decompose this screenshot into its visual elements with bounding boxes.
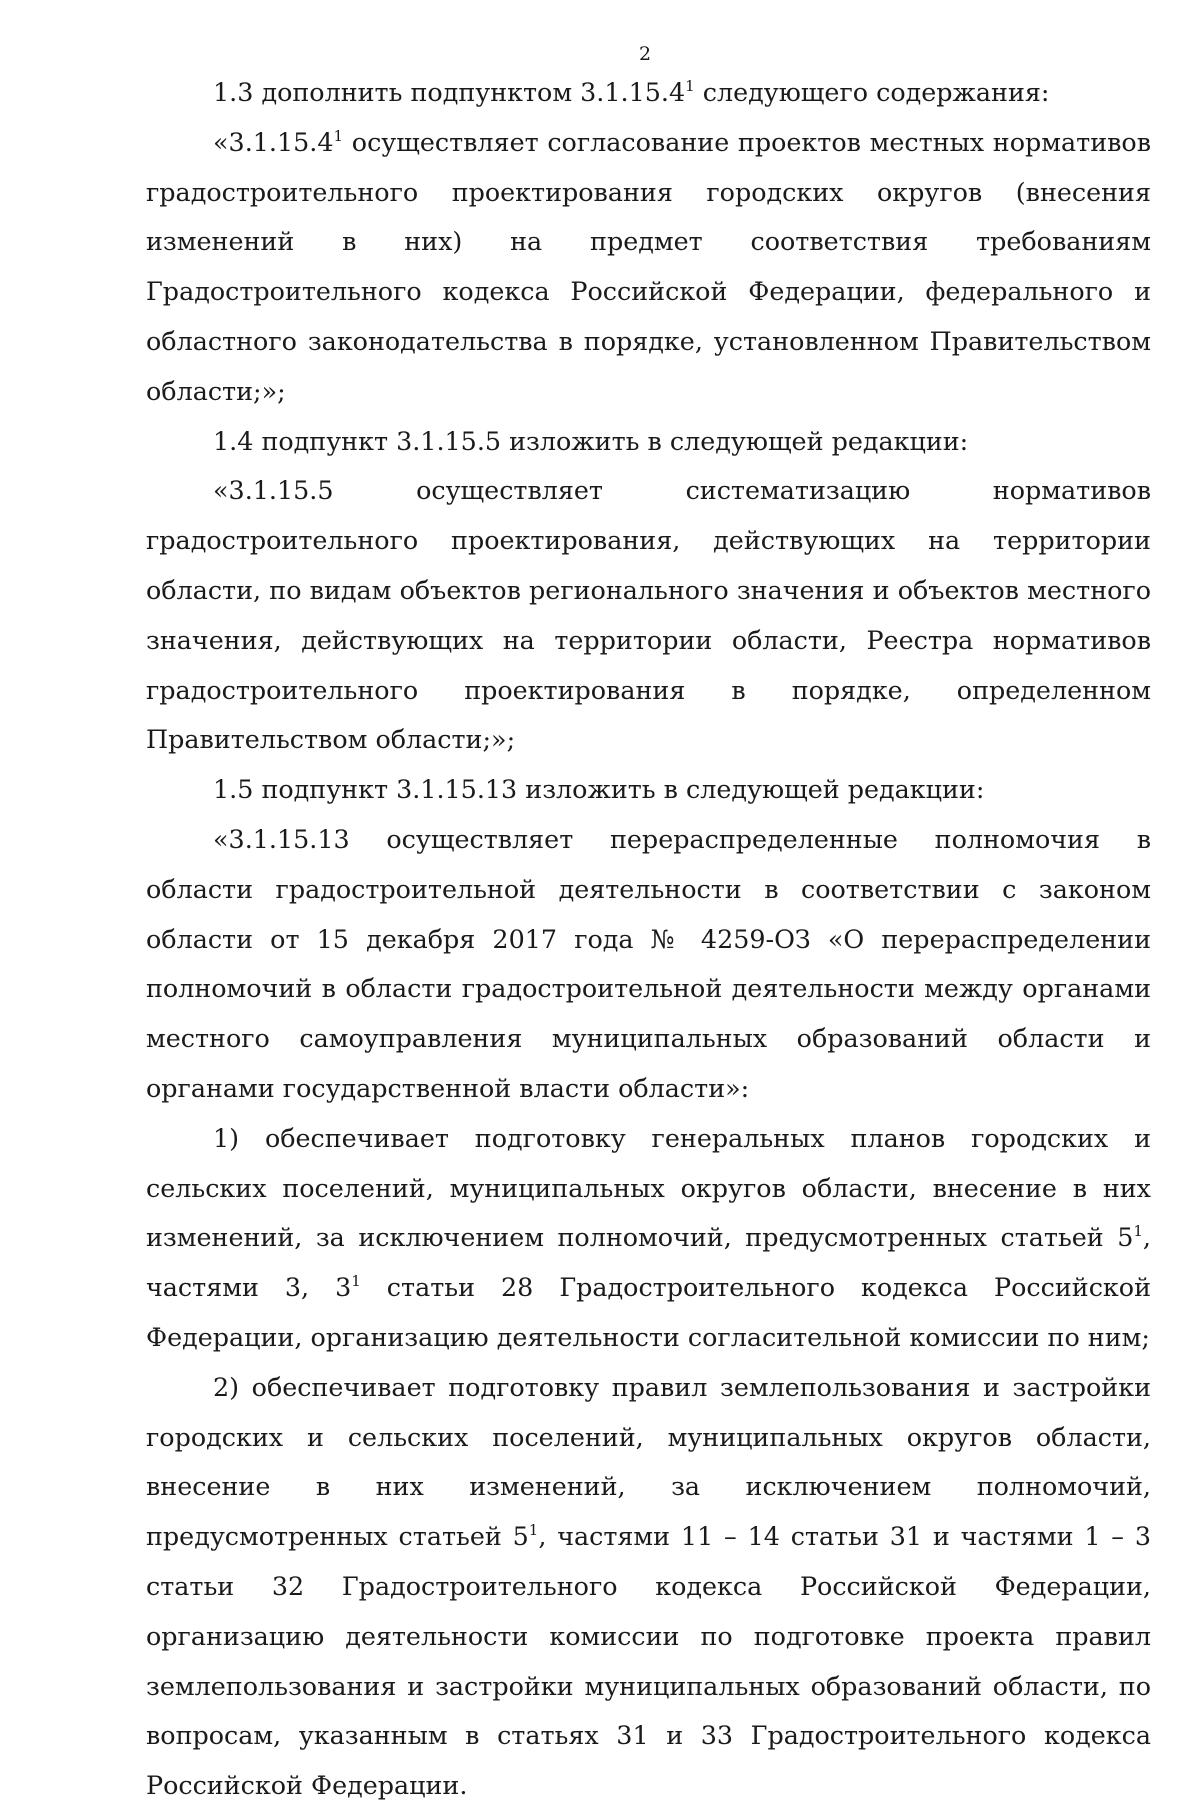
paragraph-text: 1.5 подпункт 3.1.15.13 изложить в следующей редакции: <box>213 774 985 805</box>
paragraph <box>146 1363 1151 1811</box>
paragraph <box>146 417 1151 467</box>
paragraph <box>146 765 1151 815</box>
paragraph-text: «3.1.15.5 осуществляет систематизацию нормативов градостроительного проектирования, действующих на территории области, по видам объектов регионального значения и объектов местного значения, действующих на территории области, Реестра нормативов градостроительного проектирования в порядке, определенном Правительством области;»; <box>146 475 1151 755</box>
paragraph-text: , частями 11 – 14 статьи 31 и частями 1 – 3 статьи 32 Градостроительного кодекса Российской Федерации, организацию деятельности комиссии по подготовке проекта правил землепользования и застройки муниципальных образований области, по вопросам, указанным в статьях 31 и 33 Градостроительного кодекса Российской Федерации. <box>146 1521 1151 1801</box>
paragraph-text: 1) обеспечивает подготовку генеральных планов городских и сельских поселений, муниципальных округов области, внесение в них изменений, за исключением полномочий, предусмотренных статьей 5 <box>146 1122 1151 1253</box>
superscript-index: 1 <box>685 77 695 95</box>
paragraph <box>146 118 1151 417</box>
page-number: 2 <box>638 43 652 65</box>
paragraph-text: «3.1.15.4 <box>213 126 334 157</box>
paragraph <box>146 68 1151 118</box>
document-body <box>146 68 1151 1811</box>
paragraph-text: 1.3 дополнить подпунктом 3.1.15.4 <box>213 77 686 107</box>
superscript-index: 1 <box>333 126 344 145</box>
paragraph-text: , частями 3, 3 <box>146 1222 1151 1303</box>
paragraph-text: осуществляет согласование проектов местных нормативов градостроительного проектирования городских округов (внесения изменений в них) на предмет соответствия требованиям Градостроительного кодекса Российской Федерации, федерального и областного законодательства в порядке, установленном Правительством области;»; <box>146 126 1151 406</box>
paragraph-text: 1.4 подпункт 3.1.15.5 изложить в следующей редакции: <box>213 425 969 456</box>
paragraph-text: следующего содержания: <box>694 77 1050 107</box>
paragraph-text: 2) обеспечивает подготовку правил землепользования и застройки городских и сельских поселений, муниципальных округов области, внесение в них изменений, за исключением полномочий, предусмотренных статьей 5 <box>146 1371 1151 1552</box>
paragraph-text: «3.1.15.13 осуществляет перераспределенные полномочия в области градостроительной деятельности в соответствии с законом области от 15 декабря 2017 года № 4259-ОЗ «О перераспределении полномочий в области градостроительной деятельности между органами местного самоуправления муниципальных образований области и органами государственной власти области»: <box>146 823 1151 1103</box>
superscript-index: 1 <box>351 1272 361 1291</box>
paragraph <box>146 1114 1151 1363</box>
paragraph <box>146 815 1151 1114</box>
superscript-index: 1 <box>528 1521 539 1540</box>
superscript-index: 1 <box>1133 1222 1143 1241</box>
paragraph <box>146 466 1151 765</box>
paragraph-text: статьи 28 Градостроительного кодекса Российской Федерации, организацию деятельности согласительной комиссии по ним; <box>146 1272 1151 1352</box>
